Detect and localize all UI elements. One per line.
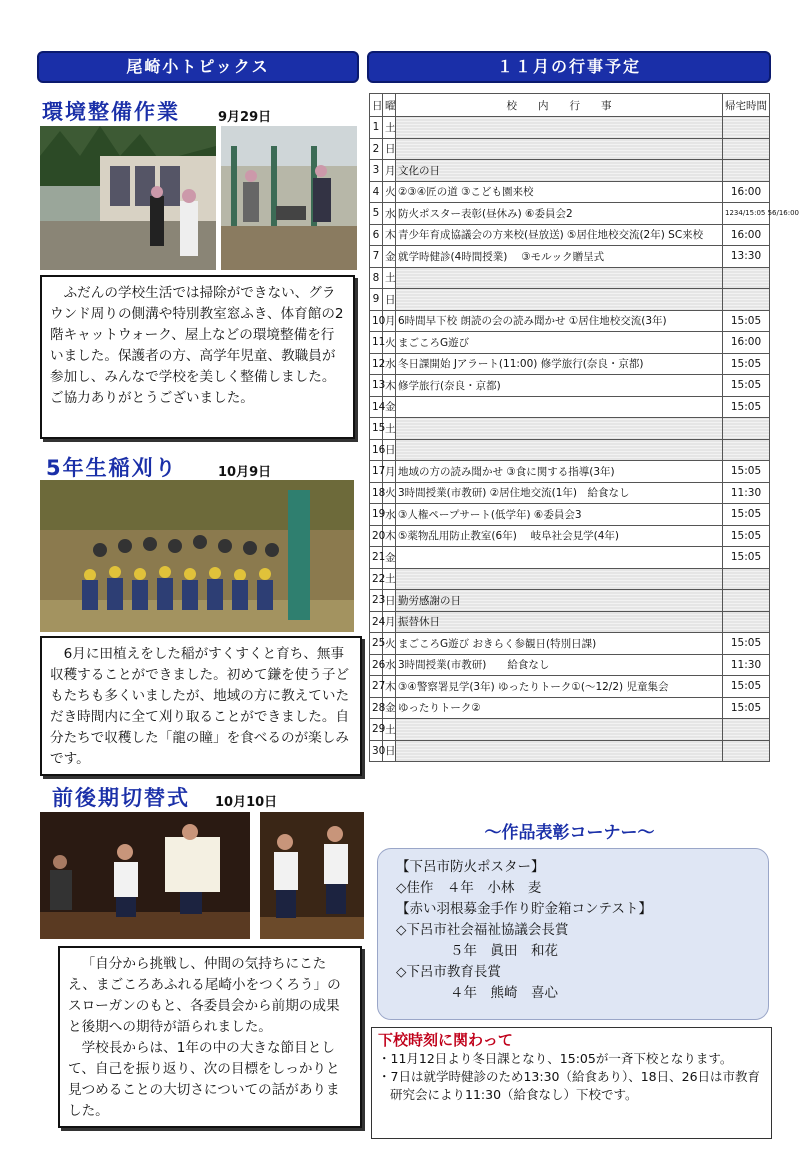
schedule-weekday: 金 [383, 396, 396, 418]
schedule-row [370, 375, 770, 397]
photo-harvest [40, 480, 354, 632]
schedule-event [396, 740, 723, 762]
schedule-weekday: 水 [383, 203, 396, 225]
schedule-weekday: 日 [383, 138, 396, 160]
schedule-row [370, 396, 770, 418]
header-weekday: 曜 [383, 94, 396, 117]
schedule-weekday: 木 [383, 224, 396, 246]
dismissal-title: 下校時刻に関わって [378, 1031, 513, 1049]
schedule-weekday: 月 [383, 461, 396, 483]
award-line: ４年 熊崎 喜心 [396, 985, 558, 1001]
schedule-time [723, 267, 770, 289]
schedule-event [396, 568, 723, 590]
schedule-event [396, 396, 723, 418]
schedule-time [723, 160, 770, 182]
schedule-weekday: 月 [383, 160, 396, 182]
schedule-table [369, 93, 800, 762]
schedule-event: ゆったりトーク② [396, 697, 723, 719]
schedule-event [396, 418, 723, 440]
schedule-weekday: 火 [383, 181, 396, 203]
schedule-time: 1234/15:05 56/16:00 [723, 203, 770, 225]
schedule-weekday: 土 [383, 418, 396, 440]
award-line: 【下呂市防火ポスター】 [396, 859, 545, 875]
schedule-row [370, 482, 770, 504]
schedule-row [370, 590, 770, 612]
schedule-row [370, 611, 770, 633]
section-date-cleanup: 9月29日 [218, 110, 272, 125]
schedule-time [723, 740, 770, 762]
schedule-time: 15:05 [723, 504, 770, 526]
schedule-time: 15:05 [723, 375, 770, 397]
award-line: ◇下呂市社会福祉協議会長賞 [396, 922, 569, 938]
section-date-harvest: 10月9日 [218, 465, 272, 480]
schedule-row [370, 418, 770, 440]
schedule-header-row [370, 94, 770, 117]
schedule-weekday: 日 [383, 289, 396, 311]
schedule-weekday: 日 [383, 740, 396, 762]
schedule-weekday: 木 [383, 676, 396, 698]
section-title-ceremony: 前後期切替式 [52, 786, 190, 810]
schedule-event: 文化の日 [396, 160, 723, 182]
schedule-weekday: 金 [383, 547, 396, 569]
schedule-day: 18 [370, 482, 383, 504]
schedule-row [370, 547, 770, 569]
section-title-harvest: 5年生稲刈り [46, 456, 178, 480]
schedule-weekday: 日 [383, 590, 396, 612]
schedule-day: 3 [370, 160, 383, 182]
schedule-day: 29 [370, 719, 383, 741]
schedule-event: 勤労感謝の日 [396, 590, 723, 612]
schedule-weekday: 水 [383, 353, 396, 375]
schedule-time: 16:00 [723, 181, 770, 203]
schedule-weekday: 木 [383, 375, 396, 397]
schedule-row [370, 224, 770, 246]
schedule-time: 15:05 [723, 697, 770, 719]
text-box-cleanup [40, 275, 355, 439]
schedule-event [396, 547, 723, 569]
schedule-day: 30 [370, 740, 383, 762]
schedule-day: 7 [370, 246, 383, 268]
topics-banner: 尾崎小トピックス [37, 51, 359, 83]
schedule-row [370, 697, 770, 719]
schedule-time: 11:30 [723, 654, 770, 676]
text-box-harvest [40, 636, 362, 776]
schedule-event [396, 439, 723, 461]
text-box-ceremony [58, 946, 362, 1128]
schedule-day: 6 [370, 224, 383, 246]
schedule-event [396, 117, 723, 139]
schedule-event: まごころG遊び [396, 332, 723, 354]
schedule-day: 16 [370, 439, 383, 461]
header-time: 帰宅時間 [723, 94, 770, 117]
schedule-time: 15:05 [723, 353, 770, 375]
section-title-cleanup: 環境整備作業 [42, 100, 180, 124]
schedule-day: 17 [370, 461, 383, 483]
award-line: ◇佳作 ４年 小林 麦 [396, 880, 542, 896]
dismissal-line: ・11月12日より冬日課となり、15:05が一斉下校となります。 [378, 1051, 733, 1066]
schedule-time: 13:30 [723, 246, 770, 268]
schedule-weekday: 金 [383, 697, 396, 719]
schedule-weekday: 火 [383, 332, 396, 354]
schedule-event [396, 719, 723, 741]
schedule-event: ③④警察署見学(3年) ゆったりトーク①(～12/2) 児童集会 [396, 676, 723, 698]
schedule-row [370, 504, 770, 526]
schedule-time [723, 590, 770, 612]
schedule-time [723, 289, 770, 311]
header-event: 校 内 行 事 [396, 94, 723, 117]
schedule-row [370, 633, 770, 655]
schedule-day: 2 [370, 138, 383, 160]
schedule-day: 9 [370, 289, 383, 311]
dismissal-line: ・7日は就学時健診のため13:30（給食あり）、18日、26日は市教育研究会により11:30（給食なし）下校です。 [378, 1069, 761, 1102]
schedule-day: 25 [370, 633, 383, 655]
section-date-ceremony: 10月10日 [215, 795, 278, 810]
schedule-event: まごころG遊び おきらく参観日(特別日課) [396, 633, 723, 655]
text-ceremony-1: 「自分から挑戦し、仲間の気持ちにこたえ、まごころあふれる尾崎小をつくろう」のスローガンのもと、各委員会から前期の成果と後期への期待が語られました。 [68, 956, 341, 1035]
schedule-weekday: 金 [383, 246, 396, 268]
schedule-row [370, 525, 770, 547]
schedule-weekday: 日 [383, 439, 396, 461]
award-line: ◇下呂市教育長賞 [396, 964, 501, 980]
schedule-weekday: 木 [383, 525, 396, 547]
schedule-row [370, 654, 770, 676]
photo-ceremony-1 [40, 812, 250, 939]
schedule-time: 15:05 [723, 461, 770, 483]
schedule-day: 15 [370, 418, 383, 440]
schedule-event: 3時間授業(市教研) ②居住地交流(1年) 給食なし [396, 482, 723, 504]
text-ceremony-2: 学校長からは、1年の中の大きな節目として、自己を振り返り、次の目標をしっかりと見つめることの大切さについての話がありました。 [68, 1040, 340, 1119]
schedule-event: 冬日課開始 Jアラート(11:00) 修学旅行(奈良・京都) [396, 353, 723, 375]
award-line: ５年 眞田 和花 [396, 943, 558, 959]
schedule-day: 19 [370, 504, 383, 526]
schedule-time [723, 719, 770, 741]
schedule-row [370, 310, 770, 332]
header-day: 日 [370, 94, 383, 117]
schedule-time [723, 568, 770, 590]
schedule-weekday: 水 [383, 504, 396, 526]
schedule-event: 振替休日 [396, 611, 723, 633]
schedule-day: 12 [370, 353, 383, 375]
schedule-day: 8 [370, 267, 383, 289]
schedule-row [370, 719, 770, 741]
schedule-row [370, 289, 770, 311]
schedule-event: 地域の方の読み聞かせ ③食に関する指導(3年) [396, 461, 723, 483]
schedule-row [370, 267, 770, 289]
schedule-row [370, 676, 770, 698]
schedule-weekday: 土 [383, 117, 396, 139]
photo-ceremony-2 [260, 812, 364, 939]
schedule-weekday: 火 [383, 633, 396, 655]
schedule-day: 4 [370, 181, 383, 203]
photo-cleanup-2 [221, 126, 357, 270]
schedule-row [370, 332, 770, 354]
schedule-weekday: 月 [383, 611, 396, 633]
schedule-banner: １１月の行事予定 [367, 51, 771, 83]
schedule-row [370, 203, 770, 225]
schedule-day: 20 [370, 525, 383, 547]
schedule-time: 11:30 [723, 482, 770, 504]
awards-box [377, 848, 769, 1020]
schedule-row [370, 740, 770, 762]
schedule-time: 15:05 [723, 396, 770, 418]
dismissal-box [371, 1027, 772, 1139]
schedule-time [723, 418, 770, 440]
schedule-event: ③人権ペープサート(低学年) ⑥委員会3 [396, 504, 723, 526]
schedule-day: 24 [370, 611, 383, 633]
schedule-weekday: 水 [383, 654, 396, 676]
schedule-time: 16:00 [723, 224, 770, 246]
schedule-time: 15:05 [723, 525, 770, 547]
schedule-row [370, 246, 770, 268]
schedule-event [396, 289, 723, 311]
schedule-row [370, 461, 770, 483]
schedule-weekday: 土 [383, 719, 396, 741]
schedule-weekday: 月 [383, 310, 396, 332]
schedule-event: 3時間授業(市教研) 給食なし [396, 654, 723, 676]
text-harvest: 6月に田植えをした稲がすくすくと育ち、無事収穫することができました。初めて鎌を使う子どもたちも多くいましたが、地域の方に教えていただき時間内に全て刈り取ることができました。自分たちで収穫した「龍の瞳」を食べるのが楽しみです。 [50, 646, 350, 767]
schedule-event: 防火ポスター表彰(昼休み) ⑥委員会2 [396, 203, 723, 225]
schedule-time: 15:05 [723, 310, 770, 332]
schedule-weekday: 土 [383, 267, 396, 289]
schedule-day: 11 [370, 332, 383, 354]
schedule-day: 26 [370, 654, 383, 676]
award-line: 【赤い羽根募金手作り貯金箱コンテスト】 [396, 901, 652, 917]
schedule-event: ②③④匠の道 ③こども園来校 [396, 181, 723, 203]
schedule-time [723, 117, 770, 139]
photo-cleanup-1 [40, 126, 216, 270]
schedule-day: 1 [370, 117, 383, 139]
schedule-row [370, 138, 770, 160]
schedule-day: 27 [370, 676, 383, 698]
awards-title: ～作品表彰コーナー～ [484, 823, 655, 843]
schedule-day: 10 [370, 310, 383, 332]
schedule-event [396, 267, 723, 289]
schedule-row [370, 181, 770, 203]
schedule-time [723, 611, 770, 633]
schedule-event: 就学時健診(4時間授業) ③モルック贈呈式 [396, 246, 723, 268]
schedule-event: ⑤薬物乱用防止教室(6年) 岐阜社会見学(4年) [396, 525, 723, 547]
schedule-event: 青少年育成協議会の方来校(昼放送) ⑤居住地校交流(2年) SC来校 [396, 224, 723, 246]
schedule-time: 16:00 [723, 332, 770, 354]
schedule-day: 28 [370, 697, 383, 719]
schedule-day: 5 [370, 203, 383, 225]
schedule-row [370, 439, 770, 461]
schedule-weekday: 土 [383, 568, 396, 590]
schedule-row [370, 568, 770, 590]
schedule-time [723, 138, 770, 160]
schedule-time [723, 439, 770, 461]
schedule-row [370, 160, 770, 182]
schedule-day: 14 [370, 396, 383, 418]
schedule-event: 6時間早下校 朗読の会の読み聞かせ ①居住地校交流(3年) [396, 310, 723, 332]
schedule-time: 15:05 [723, 676, 770, 698]
text-cleanup: ふだんの学校生活では掃除ができない、グラウンド周りの側溝や特別教室窓ふき、体育館の2階キャットウォーク、屋上などの環境整備を行いました。保護者の方、高学年児童、教職員が参加し、みんなで学校を美しく整備しました。ご協力ありがとうございました。 [50, 285, 344, 406]
schedule-weekday: 火 [383, 482, 396, 504]
schedule-row [370, 353, 770, 375]
schedule-time: 15:05 [723, 633, 770, 655]
schedule-day: 22 [370, 568, 383, 590]
schedule-time: 15:05 [723, 547, 770, 569]
schedule-event [396, 138, 723, 160]
schedule-day: 23 [370, 590, 383, 612]
schedule-day: 13 [370, 375, 383, 397]
schedule-event: 修学旅行(奈良・京都) [396, 375, 723, 397]
schedule-row [370, 117, 770, 139]
schedule-day: 21 [370, 547, 383, 569]
